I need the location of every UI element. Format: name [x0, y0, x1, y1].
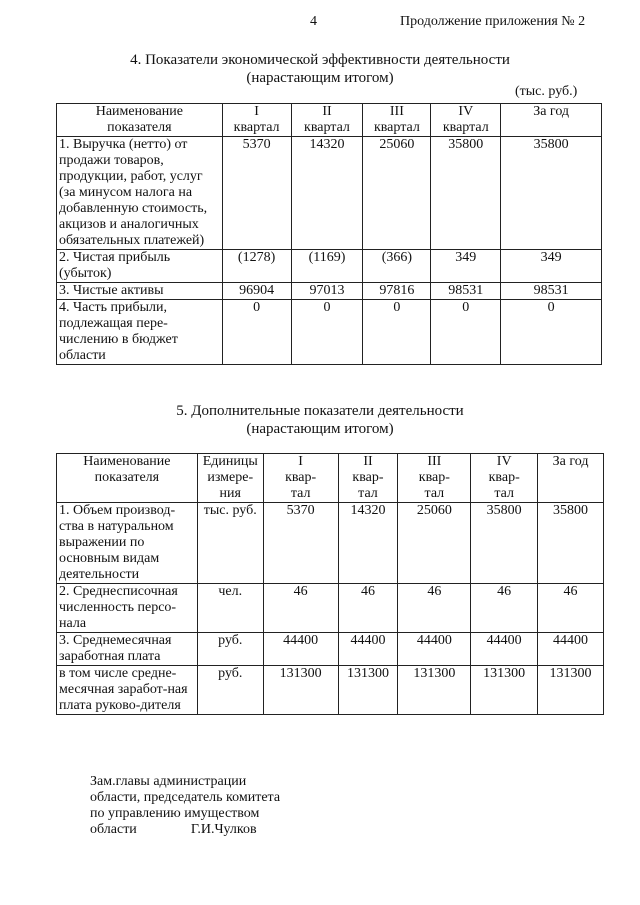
section4-subtitle: (нарастающим итогом)	[246, 70, 394, 86]
column-header: IV квартал	[431, 104, 501, 137]
signature-line-1: Зам.главы администрации	[90, 774, 247, 789]
value-cell: 96904	[222, 283, 291, 300]
section4-header-row	[57, 104, 602, 137]
value-cell: 46	[398, 584, 471, 633]
value-cell: 0	[222, 300, 291, 365]
value-cell: 35800	[501, 137, 602, 250]
value-cell: 14320	[291, 137, 363, 250]
signature-block	[90, 774, 280, 838]
section4-title: 4. Показатели экономической эффективности деятельности	[130, 52, 510, 68]
column-header: II квар- тал	[338, 454, 398, 503]
column-header: III квартал	[363, 104, 431, 137]
signature-line-3: по управлению имуществом	[90, 806, 260, 821]
value-cell: 131300	[338, 666, 398, 715]
column-header: II квартал	[291, 104, 363, 137]
signature-line-4	[90, 822, 280, 838]
value-cell: 0	[431, 300, 501, 365]
value-cell: 35800	[538, 503, 604, 584]
value-cell: 46	[538, 584, 604, 633]
indicator-name: 2. Чистая прибыль (убыток)	[57, 250, 223, 283]
value-cell: 0	[291, 300, 363, 365]
value-cell: 97816	[363, 283, 431, 300]
indicator-name: в том числе средне-месячная заработ-ная плата руково-дителя	[57, 666, 198, 715]
value-cell: 44400	[471, 633, 538, 666]
column-header: За год	[538, 454, 604, 503]
value-cell: 44400	[338, 633, 398, 666]
value-cell: 46	[471, 584, 538, 633]
table-row	[57, 503, 604, 584]
table-row	[57, 633, 604, 666]
value-cell: 5370	[263, 503, 338, 584]
indicator-name: 4. Часть прибыли, подлежащая пере-числению в бюджет области	[57, 300, 223, 365]
value-cell: 98531	[501, 283, 602, 300]
table-row	[57, 584, 604, 633]
column-header: За год	[501, 104, 602, 137]
value-cell: 25060	[398, 503, 471, 584]
section4-units: (тыс. руб.)	[515, 84, 578, 99]
section4-table	[56, 103, 602, 365]
value-cell: 0	[363, 300, 431, 365]
value-cell: 131300	[538, 666, 604, 715]
value-cell: 131300	[471, 666, 538, 715]
indicator-name: 2. Среднесписочная численность персо-нала	[57, 584, 198, 633]
value-cell: 44400	[538, 633, 604, 666]
column-header: I квартал	[222, 104, 291, 137]
value-cell: (366)	[363, 250, 431, 283]
section5-header-row	[57, 454, 604, 503]
unit-cell: руб.	[197, 633, 263, 666]
indicator-name: 1. Выручка (нетто) от продажи товаров, продукции, работ, услуг (за минусом налога на добавленную стоимость, акцизов и аналогичных обязательных платежей)	[57, 137, 223, 250]
table-row	[57, 666, 604, 715]
value-cell: 349	[501, 250, 602, 283]
section5-title: 5. Дополнительные показатели деятельности	[176, 403, 464, 419]
value-cell: 46	[263, 584, 338, 633]
unit-cell: чел.	[197, 584, 263, 633]
value-cell: 35800	[431, 137, 501, 250]
column-header: Наименование показателя	[57, 104, 223, 137]
signature-region: области	[90, 822, 137, 837]
value-cell: 44400	[263, 633, 338, 666]
value-cell: (1169)	[291, 250, 363, 283]
column-header: I квар- тал	[263, 454, 338, 503]
column-header: III квар- тал	[398, 454, 471, 503]
column-header: Наименование показателя	[57, 454, 198, 503]
value-cell: 0	[501, 300, 602, 365]
page-number: 4	[310, 14, 317, 29]
indicator-name: 3. Чистые активы	[57, 283, 223, 300]
value-cell: 5370	[222, 137, 291, 250]
value-cell: 98531	[431, 283, 501, 300]
section5-subtitle: (нарастающим итогом)	[246, 421, 394, 437]
value-cell: (1278)	[222, 250, 291, 283]
indicator-name: 1. Объем производ-ства в натуральном выражении по основным видам деятельности	[57, 503, 198, 584]
value-cell: 97013	[291, 283, 363, 300]
value-cell: 25060	[363, 137, 431, 250]
value-cell: 35800	[471, 503, 538, 584]
unit-cell: руб.	[197, 666, 263, 715]
value-cell: 46	[338, 584, 398, 633]
table-row	[57, 250, 602, 283]
value-cell: 349	[431, 250, 501, 283]
value-cell: 131300	[263, 666, 338, 715]
continuation-label: Продолжение приложения № 2	[400, 14, 586, 29]
indicator-name: 3. Среднемесячная заработная плата	[57, 633, 198, 666]
unit-cell: тыс. руб.	[197, 503, 263, 584]
signature-line-2: области, председатель комитета	[90, 790, 281, 805]
table-row	[57, 137, 602, 250]
value-cell: 14320	[338, 503, 398, 584]
column-header: Единицы измере- ния	[197, 454, 263, 503]
value-cell: 131300	[398, 666, 471, 715]
section5-table	[56, 453, 604, 715]
value-cell: 44400	[398, 633, 471, 666]
table-row	[57, 283, 602, 300]
signatory-name: Г.И.Чулков	[190, 822, 257, 837]
table-row	[57, 300, 602, 365]
column-header: IV квар- тал	[471, 454, 538, 503]
